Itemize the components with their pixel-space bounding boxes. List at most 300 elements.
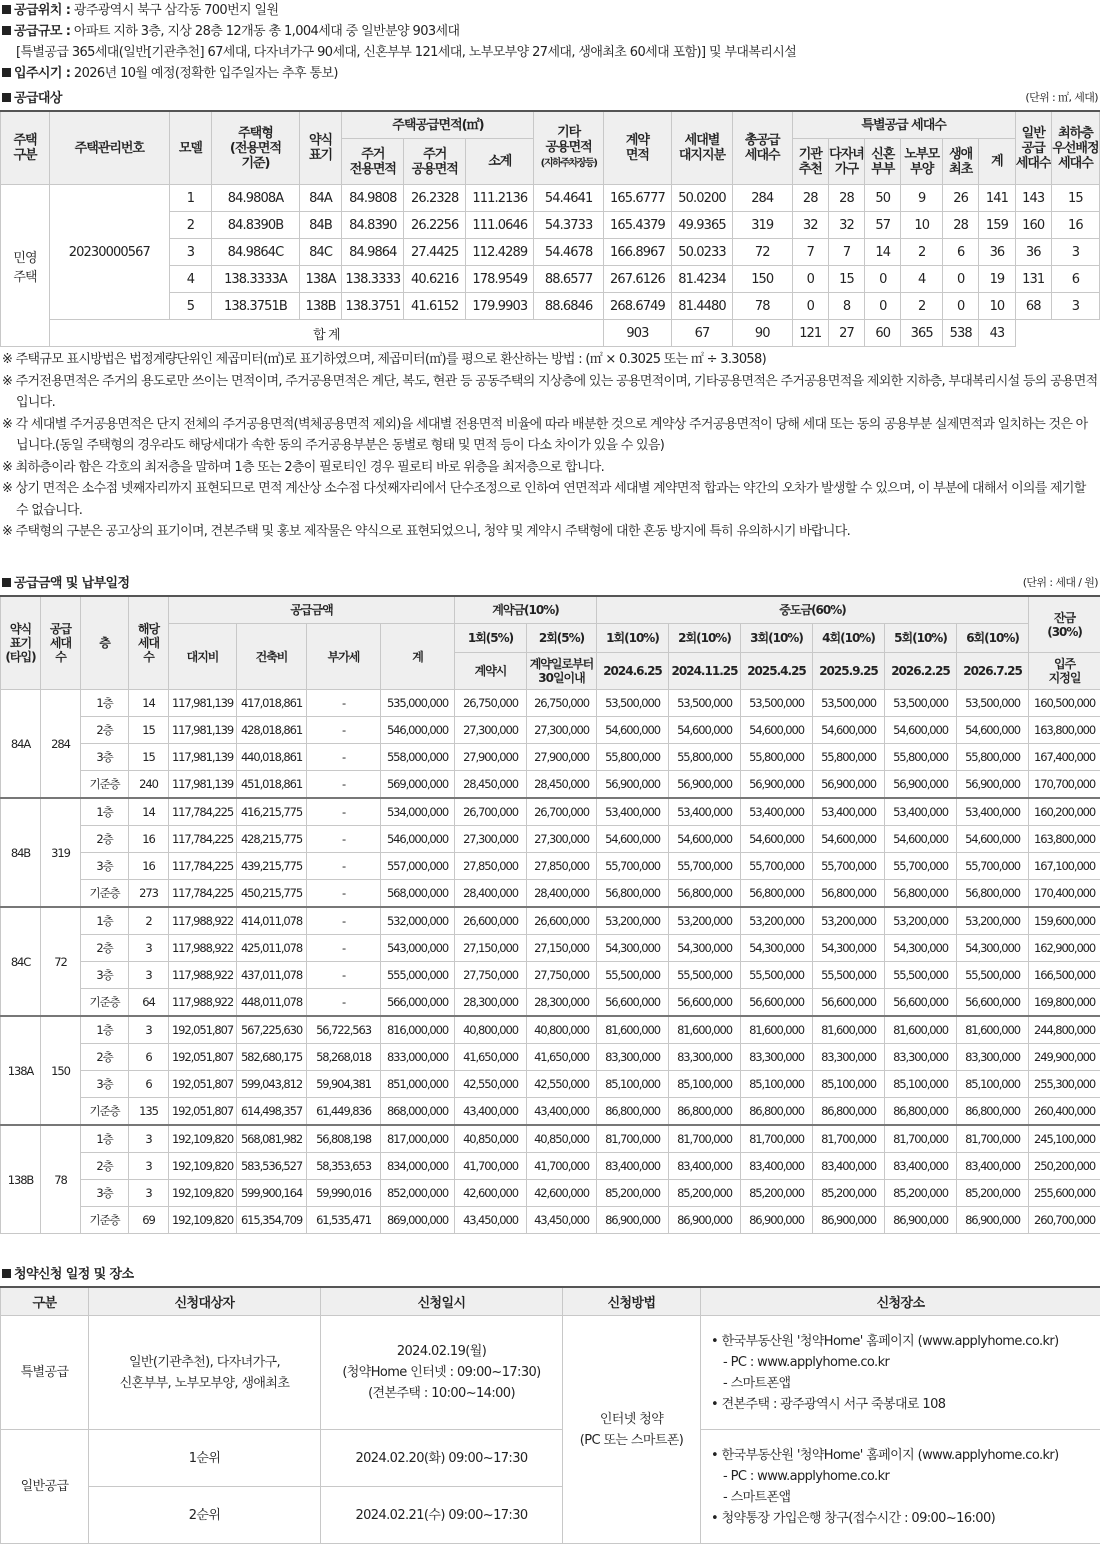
cell-land: 192,051,807 [169,1044,237,1071]
cell-lowest: 3 [1051,239,1099,266]
cell-elder: 4 [901,266,943,293]
cell-lowest: 15 [1051,185,1099,212]
cell-bal: 163,800,000 [1029,717,1100,744]
th-inst: 기관 추천 [792,139,828,185]
cell-land: 192,109,820 [169,1153,237,1180]
th-elderly: 노부모 부양 [901,139,943,185]
cell-floor: 2층 [81,1044,129,1071]
cell-first: 28 [943,212,979,239]
note: ※ 최하층이라 함은 각호의 최저층을 말하며 1층 또는 2층이 필로티인 경우 필로티 바로 위층을 최저층으로 합니다. [2,459,605,475]
th-amount-sum: 계 [381,624,455,690]
cell-model: 5 [169,293,212,320]
cell-vat: - [307,826,381,853]
cell-mid-5: 55,800,000 [885,744,957,771]
cell-mid-3: 83,300,000 [741,1044,813,1071]
cell-bld: 568,081,982 [237,1125,307,1153]
cell-common: 27.4425 [404,239,466,266]
th-mid-date-1: 2024.6.25 [597,653,669,690]
cell-mid-5: 81,600,000 [885,1016,957,1044]
cell-general: 36 [1015,239,1051,266]
cell-mid-2: 56,900,000 [669,771,741,799]
cell-mid-6: 56,600,000 [957,989,1029,1017]
cell-first: 6 [943,239,979,266]
cell-floor: 2층 [81,1153,129,1180]
cell-mid-1: 85,100,000 [597,1071,669,1098]
th-land: 대지비 [169,624,237,690]
cell-multi: 8 [828,293,864,320]
th-area-group: 주택공급면적(㎡) [342,111,534,139]
th-sum: 계 [979,139,1015,185]
cell-mid-1: 83,400,000 [597,1153,669,1180]
cell-mid-3: 85,200,000 [741,1180,813,1207]
total-row [1,320,1100,347]
cell-d1: 27,850,000 [455,853,527,880]
total-first: 60 [865,320,901,347]
table-row [1,907,1100,935]
cell-mid-1: 85,200,000 [597,1180,669,1207]
cell-mid-1: 54,600,000 [597,826,669,853]
table-row [1,1207,1100,1234]
th-model: 모델 [169,111,212,185]
th-target: 신청대상자 [89,1287,321,1316]
cell-sum: 19 [979,266,1015,293]
cell-bal: 260,400,000 [1029,1098,1100,1126]
cell-d2: 27,150,000 [527,935,597,962]
cell-d2: 41,650,000 [527,1044,597,1071]
cell-d2: 42,550,000 [527,1071,597,1098]
cell-general: 143 [1015,185,1051,212]
cell-type: 84.9808A [212,185,299,212]
schedule-table [0,1286,1100,1544]
cell-contract: 166.8967 [603,239,671,266]
cell-d1: 41,700,000 [455,1153,527,1180]
units-cell: 319 [41,798,81,907]
cell-mid-6: 83,400,000 [957,1153,1029,1180]
cell-d2: 41,700,000 [527,1153,597,1180]
cell-land: 192,051,807 [169,1071,237,1098]
cell-bal: 166,500,000 [1029,962,1100,989]
cell-sum: 36 [979,239,1015,266]
cell-d2: 26,600,000 [527,907,597,935]
cell-mid-6: 83,300,000 [957,1044,1029,1071]
cell-bal: 167,100,000 [1029,853,1100,880]
cell-mid-4: 56,900,000 [813,771,885,799]
price-table [0,595,1100,1234]
table-row [1,853,1100,880]
cell-mid-3: 54,600,000 [741,826,813,853]
total-label: 합 계 [50,320,604,347]
cell-mid-4: 53,400,000 [813,798,885,826]
cell-short: 138B [299,293,342,320]
cell-sum: 568,000,000 [381,880,455,908]
total-general: 538 [943,320,979,347]
cell-sum: 10 [979,293,1015,320]
table-row [1,935,1100,962]
cell-mid-6: 55,800,000 [957,744,1029,771]
cell-sum: 833,000,000 [381,1044,455,1071]
type-cell: 84C [1,907,41,1016]
cell-n: 15 [129,717,169,744]
cell-n: 6 [129,1044,169,1071]
cell-short: 84A [299,185,342,212]
cell-elder: 2 [901,293,943,320]
total-lowest: 43 [979,320,1015,347]
th-building: 건축비 [237,624,307,690]
th-house-type: 주택형 (전용면적 기준) [212,111,299,185]
cell-mid-4: 83,400,000 [813,1153,885,1180]
special-date: 2024.02.19(월) (청약Home 인터넷 : 09:00~17:30) (견본주택 : 10:00~14:00) [321,1316,563,1430]
cell-n: 16 [129,826,169,853]
cell-model: 4 [169,266,212,293]
cell-d2: 26,750,000 [527,690,597,717]
cell-mid-2: 86,900,000 [669,1207,741,1234]
cell-mid-6: 55,700,000 [957,853,1029,880]
cell-mid-5: 56,800,000 [885,880,957,908]
cell-land: 117,981,139 [169,771,237,799]
total-multi: 90 [732,320,792,347]
cell-land: 117,784,225 [169,826,237,853]
cell-vat: - [307,935,381,962]
cell-n: 14 [129,690,169,717]
cell-n: 3 [129,1153,169,1180]
cell-d2: 27,850,000 [527,853,597,880]
cell-other: 54.4678 [534,239,603,266]
cell-vat: - [307,771,381,799]
cell-n: 64 [129,989,169,1017]
cell-mid-2: 56,600,000 [669,989,741,1017]
th-multi: 다자녀 가구 [828,139,864,185]
cell-bld: 599,043,812 [237,1071,307,1098]
cell-sum: 816,000,000 [381,1016,455,1044]
cell-land: 50.0233 [672,239,733,266]
supply-unit: (단위 : ㎡, 세대) [1025,91,1098,104]
cell-total: 72 [732,239,792,266]
cell-total: 319 [732,212,792,239]
cell-floor: 2층 [81,717,129,744]
cell-mid-6: 85,100,000 [957,1071,1029,1098]
cell-mid-4: 55,500,000 [813,962,885,989]
cell-type: 84.8390B [212,212,299,239]
cell-inst: 0 [792,266,828,293]
th-mid-date-3: 2025.4.25 [741,653,813,690]
cell-mid-3: 85,100,000 [741,1071,813,1098]
cell-mid-5: 86,900,000 [885,1207,957,1234]
square-bullet-icon [2,5,11,14]
cell-d1: 27,750,000 [455,962,527,989]
cell-sum: 141 [979,185,1015,212]
th-land-share: 세대별 대지지분 [672,111,733,185]
table-row [1,1016,1100,1044]
cell-d1: 27,300,000 [455,826,527,853]
cell-mid-1: 56,900,000 [597,771,669,799]
th-short-type: 약식 표기 [299,111,342,185]
table-row [1,771,1100,799]
cell-inst: 28 [792,185,828,212]
cell-mid-1: 86,900,000 [597,1207,669,1234]
cell-mid-2: 86,800,000 [669,1098,741,1126]
info-scale: 공급규모 : 아파트 지하 3층, 지상 28층 12개동 총 1,004세대 중 일반분양 903세대 [2,21,1098,42]
type-cell: 138A [1,1016,41,1125]
general-rank2-date: 2024.02.21(수) 09:00~17:30 [321,1487,563,1544]
cell-mid-4: 81,600,000 [813,1016,885,1044]
cell-bld: 451,018,861 [237,771,307,799]
cell-mid-5: 54,600,000 [885,826,957,853]
cell-elder: 9 [901,185,943,212]
cell-multi: 28 [828,185,864,212]
cell-d2: 40,800,000 [527,1016,597,1044]
cell-d2: 43,450,000 [527,1207,597,1234]
cell-land: 50.0200 [672,185,733,212]
table-row [1,185,1100,212]
cell-common: 26.2256 [404,212,466,239]
cell-land: 192,109,820 [169,1125,237,1153]
cell-floor: 1층 [81,1016,129,1044]
cell-d2: 27,750,000 [527,962,597,989]
general-rank1-date: 2024.02.20(화) 09:00~17:30 [321,1430,563,1487]
cell-mid-5: 56,600,000 [885,989,957,1017]
cell-floor: 기준층 [81,880,129,908]
cell-excl: 138.3751 [342,293,404,320]
cell-mid-3: 81,700,000 [741,1125,813,1153]
cell-mid-2: 81,700,000 [669,1125,741,1153]
cell-mid-4: 83,300,000 [813,1044,885,1071]
cell-mid-4: 85,100,000 [813,1071,885,1098]
cell-inst: 32 [792,212,828,239]
general-rank1: 1순위 [89,1430,321,1487]
cell-n: 15 [129,744,169,771]
cell-bal: 255,300,000 [1029,1071,1100,1098]
cell-land: 117,784,225 [169,798,237,826]
cell-land: 117,784,225 [169,853,237,880]
cell-mid-4: 56,800,000 [813,880,885,908]
cell-newly: 0 [865,293,901,320]
cell-mid-3: 54,600,000 [741,717,813,744]
cell-mid-3: 86,800,000 [741,1098,813,1126]
th-general: 일반 공급 세대수 [1015,111,1051,185]
notes [2,349,1098,543]
cell-d1: 42,600,000 [455,1180,527,1207]
cell-mid-6: 56,800,000 [957,880,1029,908]
cell-bld: 416,215,775 [237,798,307,826]
cell-mid-2: 85,100,000 [669,1071,741,1098]
section-title-supply: 공급대상 [2,87,62,106]
th-mid-5: 5회(10%) [885,624,957,653]
cell-d2: 28,400,000 [527,880,597,908]
th-method: 신청방법 [563,1287,701,1316]
cell-mid-3: 53,500,000 [741,690,813,717]
cell-mid-3: 53,400,000 [741,798,813,826]
cell-mid-3: 56,600,000 [741,989,813,1017]
cell-sum: 532,000,000 [381,907,455,935]
th-subtotal: 소계 [466,139,534,185]
cell-mid-5: 81,700,000 [885,1125,957,1153]
cell-general: 131 [1015,266,1051,293]
cell-bld: 448,011,078 [237,989,307,1017]
cell-mid-6: 81,700,000 [957,1125,1029,1153]
cell-sum: 566,000,000 [381,989,455,1017]
cell-vat: - [307,962,381,989]
th-deposit-group: 계약금(10%) [455,596,597,624]
cell-mid-2: 53,500,000 [669,690,741,717]
cell-excl: 138.3333 [342,266,404,293]
th-dep2: 2회(5%) [527,624,597,653]
cell-mid-6: 53,500,000 [957,690,1029,717]
cell-n: 2 [129,907,169,935]
th-mid-4: 4회(10%) [813,624,885,653]
cell-vat: - [307,907,381,935]
cell-mid-4: 56,600,000 [813,989,885,1017]
table-row [1,1044,1100,1071]
cell-vat: - [307,690,381,717]
th-type-group: 주택 구분 [1,111,50,185]
th-dep2-when: 계약일로부터 30일이내 [527,653,597,690]
cell-mid-1: 53,200,000 [597,907,669,935]
type-cell: 138B [1,1125,41,1234]
cell-sub: 112.4289 [466,239,534,266]
th-units: 공급 세대 수 [41,596,81,690]
cell-d1: 28,400,000 [455,880,527,908]
cell-inst: 0 [792,293,828,320]
cell-total: 284 [732,185,792,212]
cell-mid-3: 55,500,000 [741,962,813,989]
cell-bld: 428,018,861 [237,717,307,744]
cell-land: 117,784,225 [169,880,237,908]
cell-mid-5: 55,700,000 [885,853,957,880]
cell-mid-5: 56,900,000 [885,771,957,799]
cell-contract: 165.4379 [603,212,671,239]
cell-elder: 2 [901,239,943,266]
cell-land: 192,109,820 [169,1207,237,1234]
cell-mid-3: 83,400,000 [741,1153,813,1180]
cell-land: 117,988,922 [169,962,237,989]
cell-land: 81.4480 [672,293,733,320]
cell-d2: 27,900,000 [527,744,597,771]
cell-newly: 50 [865,185,901,212]
cell-mid-1: 83,300,000 [597,1044,669,1071]
th-contract-area: 계약 면적 [603,111,671,185]
cell-mid-2: 55,800,000 [669,744,741,771]
cell-other: 54.3733 [534,212,603,239]
cell-land: 192,109,820 [169,1180,237,1207]
cell-mid-1: 55,800,000 [597,744,669,771]
cell-total: 150 [732,266,792,293]
cell-vat: - [307,717,381,744]
th-mid-2: 2회(10%) [669,624,741,653]
cell-sum: 159 [979,212,1015,239]
cell-multi: 15 [828,266,864,293]
cell-common: 40.6216 [404,266,466,293]
square-bullet-icon [2,578,11,587]
cell-land: 117,981,139 [169,690,237,717]
cell-mid-1: 54,300,000 [597,935,669,962]
info-scale-detail: [특별공급 365세대(일반[기관추천] 67세대, 다자녀가구 90세대, 신혼부부 121세대, 노부모부양 27세대, 생애최초 60세대 포함)] 및 부대복리시설 [16,45,797,60]
cell-sub: 179.9903 [466,293,534,320]
cell-lowest: 6 [1051,266,1099,293]
category-cell: 민영 주택 [1,185,50,347]
cell-mid-2: 53,400,000 [669,798,741,826]
supply-table [0,110,1100,347]
cell-bld: 425,011,078 [237,935,307,962]
cell-sum: 868,000,000 [381,1098,455,1126]
cell-floor: 1층 [81,1125,129,1153]
cell-bal: 162,900,000 [1029,935,1100,962]
cell-sum: 546,000,000 [381,826,455,853]
units-cell: 284 [41,690,81,799]
cell-mid-1: 81,600,000 [597,1016,669,1044]
cell-other: 88.6846 [534,293,603,320]
table-row [1,717,1100,744]
cell-first: 0 [943,293,979,320]
cell-lowest: 16 [1051,212,1099,239]
cell-vat: 61,535,471 [307,1207,381,1234]
total-elder: 27 [828,320,864,347]
th-kind: 구분 [1,1287,89,1316]
cell-excl: 84.9864 [342,239,404,266]
cell-model: 1 [169,185,212,212]
cell-mid-5: 83,400,000 [885,1153,957,1180]
th-newlywed: 신혼 부부 [865,139,901,185]
cell-floor: 기준층 [81,989,129,1017]
cell-vat: 61,449,836 [307,1098,381,1126]
cell-sum: 555,000,000 [381,962,455,989]
cell-d2: 40,850,000 [527,1125,597,1153]
cell-land: 117,988,922 [169,989,237,1017]
cell-bld: 417,018,861 [237,690,307,717]
cell-floor: 3층 [81,1180,129,1207]
cell-floor: 기준층 [81,771,129,799]
cell-mid-3: 81,600,000 [741,1016,813,1044]
mgmt-no-cell: 20230000567 [50,185,169,320]
section-title-price: 공급금액 및 납부일정 [2,572,129,591]
cell-bld: 615,354,709 [237,1207,307,1234]
units-cell: 150 [41,1016,81,1125]
cell-d2: 26,700,000 [527,798,597,826]
special-place: • 한국부동산원 '청약Home' 홈페이지 (www.applyhome.co.kr) - PC : www.applyhome.co.kr - 스마트폰앱 • 견본주택 : 광주광역시 서구 죽봉대로 108 [701,1316,1100,1430]
cell-bal: 255,600,000 [1029,1180,1100,1207]
cell-mid-2: 54,600,000 [669,717,741,744]
cell-bal: 169,800,000 [1029,989,1100,1017]
cell-inst: 7 [792,239,828,266]
cell-bld: 414,011,078 [237,907,307,935]
cell-land: 81.4234 [672,266,733,293]
cell-mid-1: 56,600,000 [597,989,669,1017]
cell-land: 117,981,139 [169,744,237,771]
cell-d1: 28,300,000 [455,989,527,1017]
th-floor-units: 해당 세대 수 [129,596,169,690]
units-cell: 72 [41,907,81,1016]
cell-vat: - [307,798,381,826]
cell-sum: 543,000,000 [381,935,455,962]
cell-mid-5: 54,600,000 [885,717,957,744]
cell-n: 16 [129,853,169,880]
cell-contract: 268.6749 [603,293,671,320]
total-newly: 121 [792,320,828,347]
cell-bal: 249,900,000 [1029,1044,1100,1071]
cell-mid-2: 55,500,000 [669,962,741,989]
cell-d2: 27,300,000 [527,826,597,853]
cell-vat: - [307,989,381,1017]
cell-mid-1: 55,500,000 [597,962,669,989]
cell-vat: 56,808,198 [307,1125,381,1153]
table-row [1,989,1100,1017]
cell-common: 41.6152 [404,293,466,320]
cell-mid-2: 81,600,000 [669,1016,741,1044]
cell-multi: 7 [828,239,864,266]
cell-mid-6: 54,600,000 [957,826,1029,853]
cell-mid-5: 85,200,000 [885,1180,957,1207]
cell-land: 117,988,922 [169,935,237,962]
cell-mid-2: 56,800,000 [669,880,741,908]
